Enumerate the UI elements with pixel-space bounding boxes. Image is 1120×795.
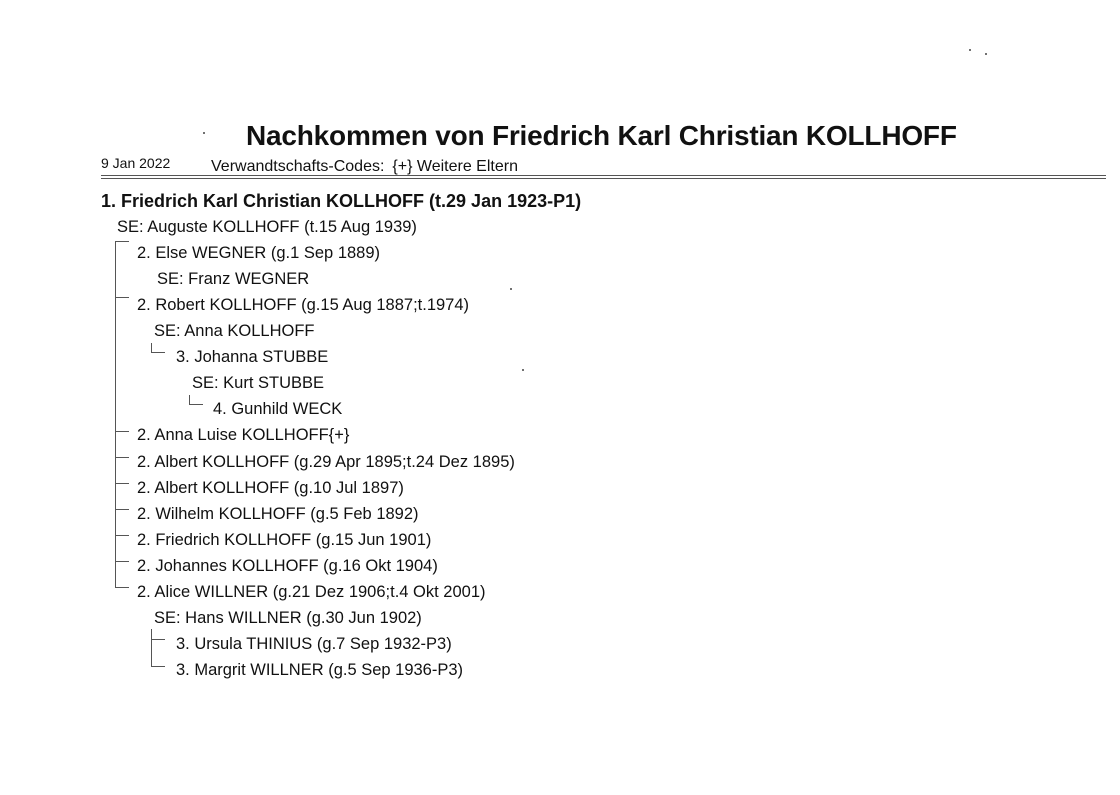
tree-connector [189,404,203,405]
entry-grandchild: 3. Margrit WILLNER (g.5 Sep 1936-P3) [176,661,464,679]
tree-connector [151,352,165,353]
tree-connector [151,639,165,640]
entry-spouse: SE: Franz WEGNER [157,270,310,288]
entry-child: 2. Friedrich KOLLHOFF (g.15 Jun 1901) [137,531,432,549]
page-title: Nachkommen von Friedrich Karl Christian KOLLHOFF [246,120,957,151]
tree-connector [151,629,152,667]
tree-connector [115,587,129,588]
entry-child: 2. Albert KOLLHOFF (g.10 Jul 1897) [137,479,404,497]
tree-connector [115,483,129,484]
entry-spouse: SE: Hans WILLNER (g.30 Jun 1902) [154,609,422,627]
entry-child: 2. Else WEGNER (g.1 Sep 1889) [137,244,381,262]
codes-value: {+} Weitere Eltern [392,158,518,175]
tree-connector [151,666,165,667]
entry-child: 2. Albert KOLLHOFF (g.29 Apr 1895;t.24 Dez 1895) [137,453,515,471]
entry-child: 2. Wilhelm KOLLHOFF (g.5 Feb 1892) [137,505,419,523]
entry-child: 2. Robert KOLLHOFF (g.15 Aug 1887;t.1974) [137,296,470,314]
tree-connector [115,431,129,432]
scan-speck [985,53,987,55]
tree-connector [115,561,129,562]
scan-speck [510,288,512,290]
entry-child: 2. Johannes KOLLHOFF (g.16 Okt 1904) [137,557,438,575]
header-rule-bottom [101,178,1106,179]
tree-connector [115,535,129,536]
tree-connector [115,509,129,510]
entry-great-grandchild: 4. Gunhild WECK [213,400,343,418]
entry-generation-1: 1. Friedrich Karl Christian KOLLHOFF (t.29 Jan 1923-P1) [101,191,582,211]
entry-grandchild: 3. Ursula THINIUS (g.7 Sep 1932-P3) [176,635,452,653]
tree-connector [115,297,129,298]
codes-label: Verwandtschafts-Codes: [211,158,385,175]
entry-child: 2. Anna Luise KOLLHOFF{+} [137,426,350,444]
tree-connector [115,241,129,242]
scan-speck [969,49,971,51]
entry-spouse: SE: Kurt STUBBE [192,374,325,392]
header-rule-top [101,175,1106,176]
scan-speck [203,132,205,134]
entry-spouse: SE: Anna KOLLHOFF [154,322,315,340]
entry-grandchild: 3. Johanna STUBBE [176,348,329,366]
entry-spouse: SE: Auguste KOLLHOFF (t.15 Aug 1939) [117,218,417,236]
entry-child: 2. Alice WILLNER (g.21 Dez 1906;t.4 Okt 2001) [137,583,486,601]
report-date: 9 Jan 2022 [101,155,171,171]
tree-connector [115,457,129,458]
scan-speck [522,369,524,371]
relationship-codes [211,158,518,176]
